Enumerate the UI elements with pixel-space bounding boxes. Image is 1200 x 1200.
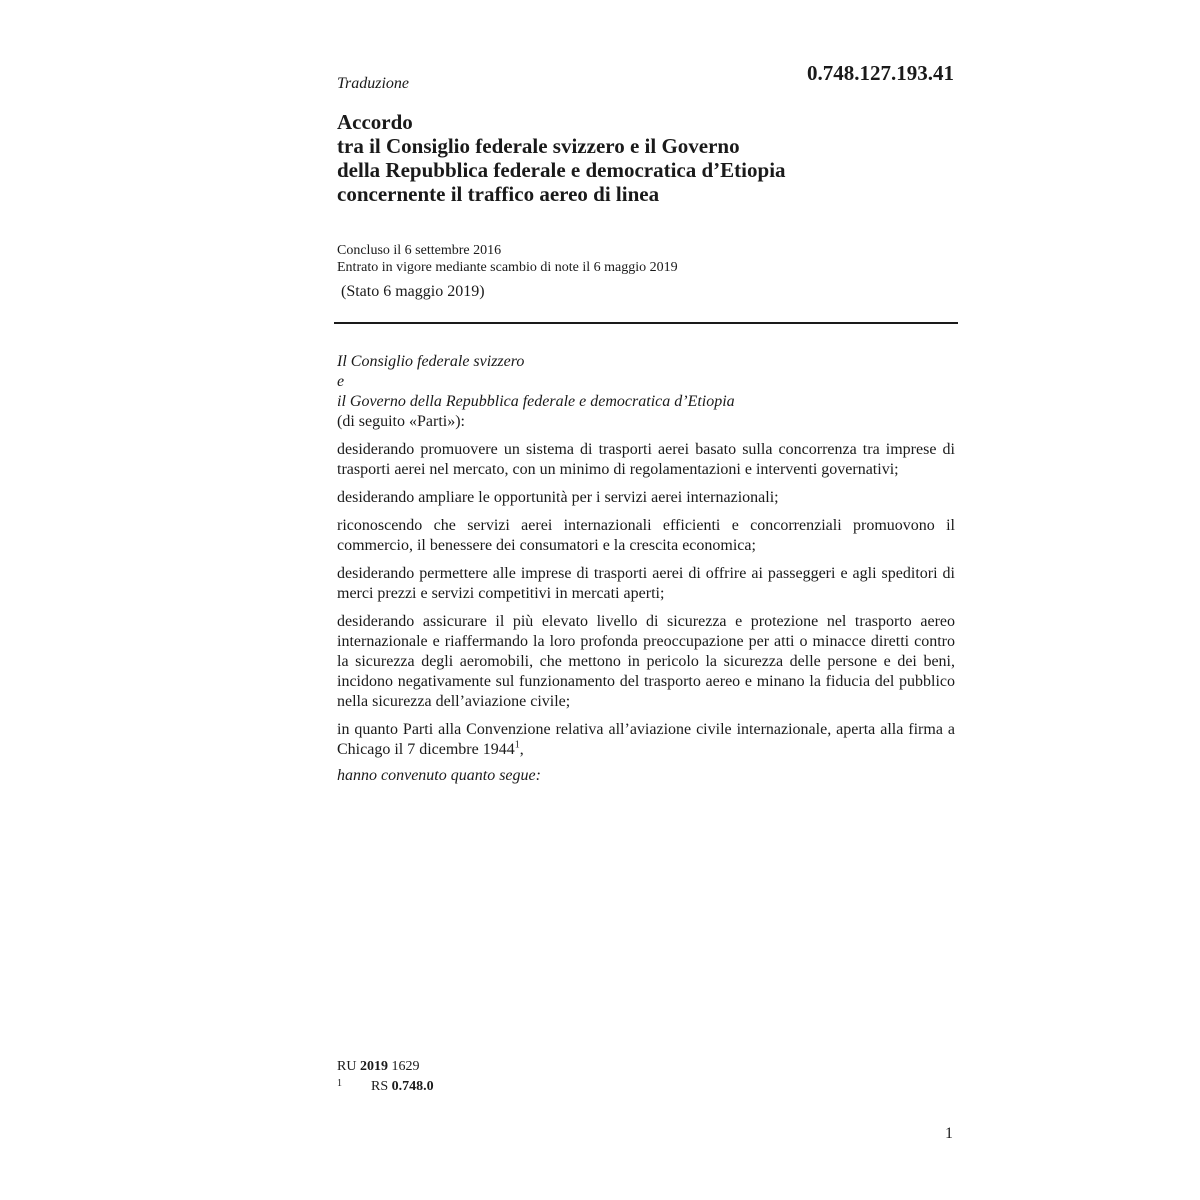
chicago-trailing: , <box>519 741 524 758</box>
footnote-ref[interactable]: 0.748.0 <box>391 1079 434 1094</box>
preamble-paragraph: desiderando ampliare le opportunità per i servizi aerei internazionali; <box>337 489 779 506</box>
header-divider <box>334 322 958 324</box>
page-number: 1 <box>945 1125 953 1142</box>
footnote <box>337 1079 434 1095</box>
sr-number: 0.748.127.193.41 <box>807 61 954 85</box>
ru-year: 2019 <box>359 1059 388 1074</box>
title-line: della Repubblica federale e democratica d’Etiopia <box>337 158 786 182</box>
ru-page: 1629 <box>391 1059 420 1074</box>
preamble <box>337 352 955 786</box>
chicago-convention-paragraph <box>337 720 955 760</box>
hereinafter-clause: (di seguito «Parti»): <box>337 413 465 430</box>
status-date: (Stato 6 maggio 2019) <box>341 283 485 300</box>
preamble-paragraph: desiderando permettere alle imprese di trasporti aerei di offrire ai passeggeri e agli speditori di merci prezzi e servizi competitivi in mercati aperti; <box>337 565 955 602</box>
closing-clause: hanno convenuto quanto segue: <box>337 767 541 784</box>
document-title <box>337 110 957 206</box>
ru-prefix: RU <box>337 1059 357 1074</box>
footnote-number: 1 <box>337 1078 342 1089</box>
translation-label: Traduzione <box>337 75 410 92</box>
preamble-paragraph: desiderando promuovere un sistema di trasporti aerei basato sulla concorrenza tra imprese di trasporti aerei nel mercato, con un minimo di regolamentazioni e interventi governativi; <box>337 441 955 478</box>
official-compilation-reference <box>337 1059 419 1075</box>
title-line: tra il Consiglio federale svizzero e il Governo <box>337 134 740 158</box>
preamble-paragraph: riconoscendo che servizi aerei internazionali efficienti e concorrenziali promuovono il commercio, il benessere dei consumatori e la crescita economica; <box>337 517 955 554</box>
party-1: Il Consiglio federale svizzero <box>337 353 525 370</box>
document-meta <box>337 242 678 276</box>
chicago-text: in quanto Parti alla Convenzione relativa all’aviazione civile internazionale, aperta alla firma a Chicago il 7 dicembre 1944 <box>337 721 955 758</box>
footnote-prefix: RS <box>371 1079 389 1094</box>
footnote-reference[interactable]: 1 <box>514 739 520 751</box>
party-2: il Governo della Repubblica federale e democratica d’Etiopia <box>337 393 735 410</box>
title-line: Accordo <box>337 110 413 134</box>
title-line: concernente il traffico aereo di linea <box>337 182 660 206</box>
preamble-paragraph: desiderando assicurare il più elevato livello di sicurezza e protezione nel trasporto aereo internazionale e riaffermando la loro profonda preoccupazione per atti o minacce diretti contro la sicurezza degli aeromobili, che mettono in pericolo la sicurezza delle persone e dei beni, incidono negativamente sul funzionamento del trasporto aereo e minano la fiducia del pubblico nella sicurezza dell’aviazione civile; <box>337 613 955 710</box>
concluded-date: Concluso il 6 settembre 2016 <box>337 243 502 258</box>
entry-into-force: Entrato in vigore mediante scambio di note il 6 maggio 2019 <box>337 260 678 275</box>
conjunction: e <box>337 373 345 390</box>
